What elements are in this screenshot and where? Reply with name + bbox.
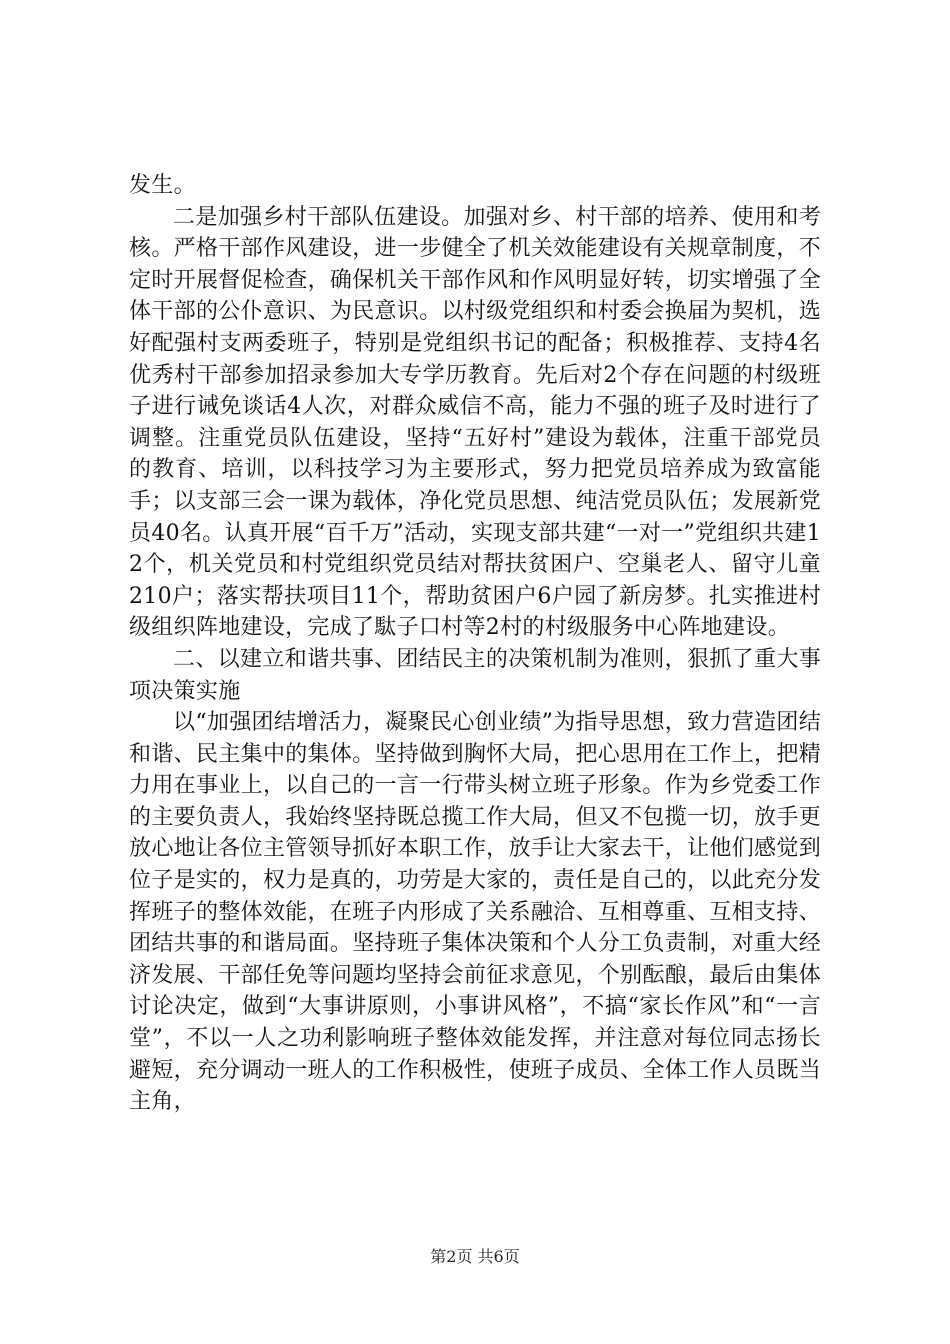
page-number: 第2页 共6页 bbox=[430, 1247, 520, 1266]
paragraph-continuation: 发生。 bbox=[129, 173, 196, 198]
paragraph-unity-leadership: 以“加强团结增活力，凝聚民心创业绩”为指导思想，致力营造团结和谐、民主集中的集体。坚持做到胸怀大局，把心思用在工作上，把精力用在事业上，以自己的一言一行带头树立班子形象。作为乡党委工作的主要负责人，我始终坚持既总揽工作大局，但又不包揽一切，放手更放心地让各位主管领导抓好本职工作，放手让大家去干，让他们感觉到位子是实的，权力是真的，功劳是大家的，责任是自己的，以此充分发挥班子的整体效能，在班子内形成了关系融洽、互相尊重、互相支持、团结共事的和谐局面。坚持班子集体决策和个人分工负责制，对重大经济发展、干部任免等问题均坚持会前征求意见，个别酝酿，最后由集体讨论决定，做到“大事讲原则，小事讲风格”，不搞“家长作风”和“一言堂”，不以一人之功利影响班子整体效能发挥，并注意对每位同志扬长避短，充分调动一班人的工作积极性，使班子成员、全体工作人员既当主角， bbox=[129, 710, 821, 1115]
page-footer bbox=[0, 1244, 950, 1267]
paragraph-cadre-team-building: 二是加强乡村干部队伍建设。加强对乡、村干部的培养、使用和考核。严格干部作风建设，进一步健全了机关效能建设有关规章制度，不定时开展督促检查，确保机关干部作风和作风明显好转，切实增强了全体干部的公仆意识、为民意识。以村级党组织和村委会换届为契机，选好配强村支两委班子，特别是党组织书记的配备；积极推荐、支持4名优秀村干部参加招录参加大专学历教育。先后对2个存在问题的村级班子进行诫免谈话4人次，对群众威信不高，能力不强的班子及时进行了调整。注重党员队伍建设，坚持“五好村”建设为载体，注重干部党员的教育、培训，以科技学习为主要形式，努力把党员培养成为致富能手；以支部三会一课为载体，净化党员思想、纯洁党员队伍；发展新党员40名。认真开展“百千万”活动，实现支部共建“一对一”党组织共建12个，机关党员和村党组织党员结对帮扶贫困户、空巢老人、留守儿童210户；落实帮扶项目11个，帮助贫困户6户园了新房梦。扎实推进村级组织阵地建设，完成了駄子口村等2村的村级服务中心阵地建设。 bbox=[129, 204, 821, 641]
document-body bbox=[129, 170, 821, 1118]
section-heading-decision-mechanism: 二、以建立和谐共事、团结民主的决策机制为准则，狠抓了重大事项决策实施 bbox=[129, 646, 821, 704]
